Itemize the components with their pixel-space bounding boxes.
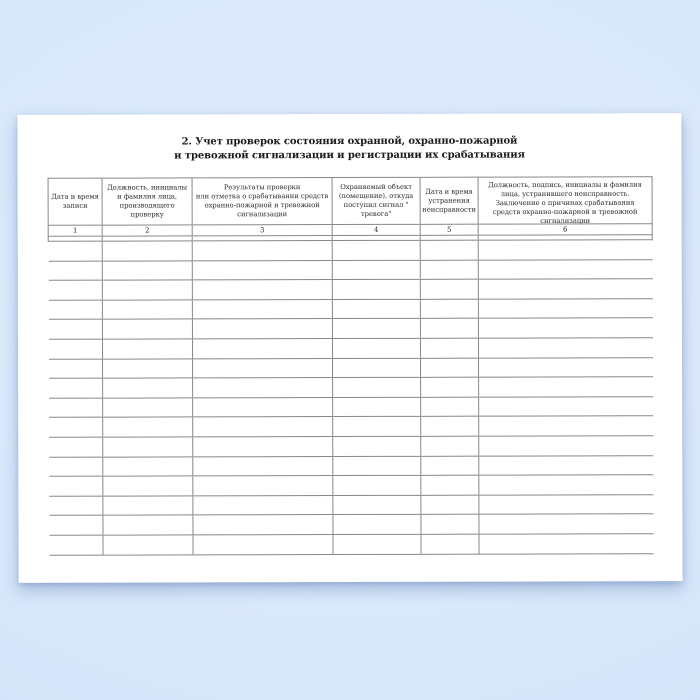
table-row	[49, 377, 653, 398]
table-cell	[479, 475, 653, 495]
table-cell	[193, 515, 333, 535]
table-row	[49, 357, 653, 378]
header-fixer-conclusion	[478, 177, 652, 224]
table-cell	[102, 319, 192, 339]
table-cell	[49, 378, 103, 398]
table-cell	[192, 241, 332, 261]
table-cell	[479, 357, 653, 377]
table-header-row	[48, 177, 652, 226]
table-cell	[49, 496, 103, 516]
table-cell	[478, 298, 652, 318]
header-label: Результаты проверки или отметка о срабатывании средств охранно-пожарной и тревожной сигнализации	[195, 183, 329, 219]
table-cell	[421, 514, 479, 534]
table-row	[49, 475, 653, 496]
table-cell	[333, 515, 421, 535]
header-label: Дата и время записи	[51, 192, 99, 210]
header-label: Должность, инициалы и фамилия лица, производящего проверку	[107, 183, 187, 219]
table-cell	[49, 417, 103, 437]
table-cell	[193, 417, 333, 437]
table-cell	[193, 456, 333, 476]
table-cell	[421, 436, 479, 456]
table-cell	[102, 300, 192, 320]
table-cell	[479, 436, 653, 456]
table-cell	[193, 495, 333, 515]
header-date-time	[48, 178, 102, 225]
table-cell	[421, 456, 479, 476]
table-cell	[420, 260, 478, 280]
table-cell	[49, 359, 103, 379]
table-cell	[193, 436, 333, 456]
table-cell	[49, 437, 103, 457]
table-row	[49, 416, 653, 437]
table-cell	[192, 299, 332, 319]
table-cell	[192, 339, 332, 359]
table-cell	[420, 240, 478, 260]
table-cell	[48, 261, 102, 281]
table-row	[48, 298, 652, 319]
header-guarded-object	[332, 177, 420, 224]
table-row	[48, 240, 652, 261]
table-cell	[48, 300, 102, 320]
header-inspector	[102, 178, 192, 225]
table-cell	[48, 339, 102, 359]
table-cell	[102, 339, 192, 359]
table-cell	[103, 496, 193, 516]
table-cell	[48, 241, 102, 261]
table-cell	[192, 319, 332, 339]
table-cell	[479, 494, 653, 514]
table-cell	[479, 396, 653, 416]
table-cell	[102, 241, 192, 261]
table-cell	[48, 320, 102, 340]
table-cell	[420, 319, 478, 339]
table-cell	[193, 358, 333, 378]
table-cell	[48, 280, 102, 300]
table-cell	[478, 259, 652, 279]
table-cell	[479, 377, 653, 397]
table-cell	[479, 534, 653, 554]
table-cell	[49, 398, 103, 418]
header-label: Должность, подпись, инициалы и фамилия лица, устранившего неисправность. Заключение о причинах срабатывания средств охранно-пожарной и тревожной сигнализации	[488, 180, 642, 225]
table-cell	[103, 417, 193, 437]
table-cell	[102, 261, 192, 281]
column-number: 2	[102, 225, 192, 236]
table-cell	[333, 417, 421, 437]
table-cell	[421, 534, 479, 554]
table-cell	[192, 260, 332, 280]
table-row	[48, 259, 652, 280]
table-row	[49, 396, 653, 417]
table-cell	[49, 476, 103, 496]
table-cell	[102, 280, 192, 300]
table-cell	[49, 535, 103, 555]
table-row	[49, 534, 653, 555]
table-cell	[333, 475, 421, 495]
table-cell	[193, 534, 333, 554]
table-cell	[333, 495, 421, 515]
table-cell	[192, 280, 332, 300]
table-cell	[479, 514, 653, 534]
table-cell	[103, 456, 193, 476]
table-cell	[332, 240, 420, 260]
table-cell	[478, 279, 652, 299]
table-body	[48, 240, 653, 555]
table-row	[49, 455, 653, 476]
table-cell	[333, 377, 421, 397]
column-number: 6	[478, 224, 652, 235]
log-table	[48, 176, 654, 555]
table-row	[49, 494, 653, 515]
page-title: 2. Учет проверок состояния охранной, охранно-пожарной и тревожной сигнализации и регистрации их срабатывания	[174, 135, 525, 161]
table-cell	[479, 416, 653, 436]
table-row	[49, 514, 653, 535]
header-label: Дата и время устранения неисправности	[422, 187, 477, 214]
table-row	[49, 436, 653, 457]
table-cell	[421, 475, 479, 495]
table-cell	[49, 515, 103, 535]
table-cell	[103, 437, 193, 457]
table-cell	[421, 358, 479, 378]
table-cell	[333, 436, 421, 456]
column-number: 1	[48, 225, 102, 236]
table-cell	[478, 338, 652, 358]
column-number: 3	[192, 225, 332, 236]
table-cell	[193, 378, 333, 398]
header-label: Охраняемый объект (помещение), откуда поступил сигнал " тревога"	[338, 182, 414, 218]
table-cell	[421, 397, 479, 417]
table-row	[48, 279, 652, 300]
table-cell	[332, 299, 420, 319]
header-check-results	[192, 178, 332, 225]
table-cell	[333, 397, 421, 417]
table-cell	[332, 338, 420, 358]
table-cell	[332, 319, 420, 339]
document-page	[17, 113, 682, 583]
table-cell	[193, 476, 333, 496]
table-cell	[333, 534, 421, 554]
table-cell	[103, 398, 193, 418]
table-cell	[103, 378, 193, 398]
table-cell	[103, 535, 193, 555]
table-cell	[333, 456, 421, 476]
table-cell	[332, 260, 420, 280]
table-cell	[103, 515, 193, 535]
table-cell	[333, 358, 421, 378]
table-cell	[479, 455, 653, 475]
table-cell	[193, 397, 333, 417]
table-cell	[478, 240, 652, 260]
table-cell	[420, 299, 478, 319]
table-cell	[420, 279, 478, 299]
table-cell	[421, 377, 479, 397]
column-number: 4	[332, 224, 420, 235]
table-cell	[103, 358, 193, 378]
table-cell	[421, 495, 479, 515]
header-fix-date-time	[420, 177, 478, 224]
table-row	[48, 318, 652, 339]
table-row	[48, 338, 652, 359]
table-cell	[421, 417, 479, 437]
column-number: 5	[420, 224, 478, 235]
table-cell	[478, 318, 652, 338]
table-cell	[103, 476, 193, 496]
table-cell	[420, 338, 478, 358]
table-cell	[332, 280, 420, 300]
table-cell	[49, 457, 103, 477]
